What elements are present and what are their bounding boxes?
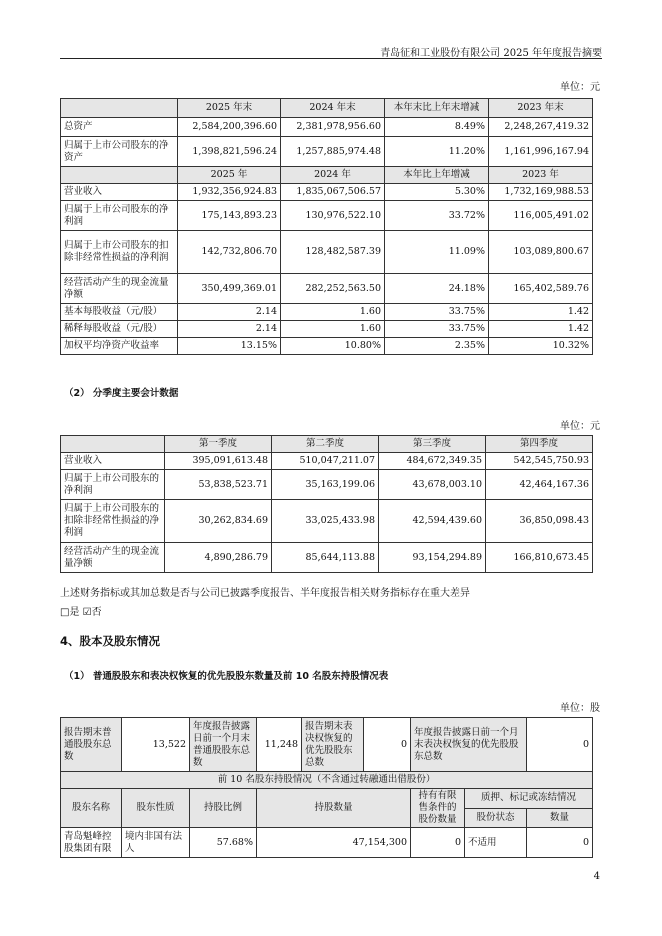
table-header-cell: 2023 年 [489,167,593,184]
table-row [61,470,593,500]
table-header-cell: 2024 年 [281,167,385,184]
cell-value: 142,732,806.70 [178,231,281,274]
row-label: 总资产 [61,118,178,137]
table-row [61,184,593,201]
label-prev-month-holders: 年度报告披露日前一个月末普通股股东总数 [190,718,257,772]
cell-value: 1,161,996,167.94 [489,137,593,167]
cell-value: 2,584,200,396.60 [178,118,281,137]
table-row [61,453,593,470]
cell-value: 53,838,523.71 [165,470,272,500]
share-status: 不适用 [465,828,527,858]
cell-value: 165,402,589.76 [489,274,593,304]
table-header-cell: 2024 年末 [281,99,385,118]
cell-value: 175,143,893.23 [178,201,281,231]
table-row [61,231,593,274]
unit-label: 单位：元 [560,421,600,432]
col-share-status: 股份状态 [465,808,527,828]
cell-value: 130,976,522.10 [281,201,385,231]
cell-value: 1,257,885,974.48 [281,137,385,167]
cell-value: 395,091,613.48 [165,453,272,470]
cell-value: 1.60 [281,321,385,338]
cell-value: 93,154,294.89 [379,543,486,573]
top10-title: 前 10 名股东持股情况（不含通过转融通出借股份） [61,772,593,789]
cell-value: 2.35% [385,338,489,355]
cell-value: 33.72% [385,201,489,231]
cell-value: 116,005,491.02 [489,201,593,231]
table-row [61,828,593,858]
col-share-quantity: 持股数量 [257,789,411,828]
cell-value: 13.15% [178,338,281,355]
section-heading-shareholders: 4、股本及股东情况 [60,634,161,648]
cell-value: 1.42 [489,321,593,338]
col-pledge-count: 数量 [527,808,593,828]
table-header-cell: 第三季度 [379,436,486,453]
table-header-cell [61,167,178,184]
row-label: 营业收入 [61,184,178,201]
shareholder-name: 青岛魁峰控股集团有限 [61,828,122,858]
table-row [61,274,593,304]
cell-value: 2.14 [178,304,281,321]
unit-label: 单位：元 [560,82,600,93]
row-label: 归属于上市公司股东的扣除非经常性损益的净利润 [61,500,165,543]
label-prev-month-preferred-holders: 年度报告披露日前一个月末表决权恢复的优先股股东总数 [411,718,527,772]
cell-value: 10.32% [489,338,593,355]
cell-value: 282,252,563.50 [281,274,385,304]
cell-value: 2,248,267,419.32 [489,118,593,137]
page-number: 4 [593,871,600,882]
table-row [61,118,593,137]
table-row [61,304,593,321]
shareholder-table [60,717,593,858]
value-prev-month-preferred-holders: 0 [527,718,593,772]
cell-value: 35,163,199.06 [272,470,379,500]
cell-value: 33.75% [385,321,489,338]
table-header-cell: 本年比上年增减 [385,167,489,184]
table-header-cell [61,99,178,118]
page-header [60,38,602,59]
col-shareholder-name: 股东名称 [61,789,122,828]
row-label: 加权平均净资产收益率 [61,338,178,355]
share-ratio: 57.68% [190,828,257,858]
cell-value: 85,644,113.88 [272,543,379,573]
cell-value: 30,262,834.69 [165,500,272,543]
cell-value: 10.80% [281,338,385,355]
table-header-cell: 本年末比上年末增减 [385,99,489,118]
cell-value: 24.18% [385,274,489,304]
cell-value: 2.14 [178,321,281,338]
row-label: 归属于上市公司股东的净利润 [61,201,178,231]
cell-value: 1,932,356,924.83 [178,184,281,201]
value-total-holders: 13,522 [122,718,190,772]
cell-value: 11.09% [385,231,489,274]
table-header-cell: 第二季度 [272,436,379,453]
cell-value: 43,678,003.10 [379,470,486,500]
col-shareholder-nature: 股东性质 [122,789,190,828]
table-row [61,137,593,167]
cell-value: 33,025,433.98 [272,500,379,543]
table-row [61,201,593,231]
col-restricted-shares: 持有有限售条件的股份数量 [411,789,465,828]
cell-value: 128,482,587.39 [281,231,385,274]
table-header-row [61,167,593,184]
pledge-count: 0 [527,828,593,858]
col-share-ratio: 持股比例 [190,789,257,828]
row-label: 经营活动产生的现金流量净额 [61,274,178,304]
cell-value: 542,545,750.93 [486,453,593,470]
section-heading-shareholder-table: （1） 普通股股东和表决权恢复的优先股股东数量及前 10 名股东持股情况表 [64,671,389,682]
table-header-cell: 2025 年 [178,167,281,184]
cell-value: 4,890,286.79 [165,543,272,573]
table-row [61,543,593,573]
table-header-cell [61,436,165,453]
share-quantity: 47,154,300 [257,828,411,858]
top10-title-row [61,772,593,789]
discrepancy-note: 上述财务指标或其加总数是否与公司已披露季度报告、半年度报告相关财务指标存在重大差异 [60,588,470,599]
cell-value: 1.42 [489,304,593,321]
label-total-holders: 报告期末普通股股东总数 [61,718,122,772]
cell-value: 484,672,349.35 [379,453,486,470]
cell-value: 1.60 [281,304,385,321]
quarterly-table [60,435,593,573]
shareholder-nature: 境内非国有法人 [122,828,190,858]
discrepancy-choice: □是 ☑否 [60,607,102,618]
cell-value: 1,835,067,506.57 [281,184,385,201]
main-financial-table [60,98,593,355]
label-preferred-holders: 报告期末表决权恢复的优先股股东总数 [302,718,364,772]
cell-value: 11.20% [385,137,489,167]
restricted-shares: 0 [411,828,465,858]
table-header-cell: 第一季度 [165,436,272,453]
col-pledge-status: 质押、标记或冻结情况 [465,789,593,809]
cell-value: 1,398,821,596.24 [178,137,281,167]
cell-value: 350,499,369.01 [178,274,281,304]
row-label: 归属于上市公司股东的净利润 [61,470,165,500]
cell-value: 42,594,439.60 [379,500,486,543]
unit-label: 单位：股 [560,703,600,714]
cell-value: 510,047,211.07 [272,453,379,470]
cell-value: 42,464,167.36 [486,470,593,500]
value-preferred-holders: 0 [364,718,411,772]
cell-value: 33.75% [385,304,489,321]
table-row [61,321,593,338]
row-label: 经营活动产生的现金流量净额 [61,543,165,573]
cell-value: 36,850,098.43 [486,500,593,543]
section-heading-quarterly: （2） 分季度主要会计数据 [64,388,179,399]
row-label: 归属于上市公司股东的净资产 [61,137,178,167]
cell-value: 2,381,978,956.60 [281,118,385,137]
shareholder-count-row [61,718,593,772]
value-prev-month-holders: 11,248 [257,718,302,772]
table-header-cell: 2025 年末 [178,99,281,118]
table-row [61,500,593,543]
cell-value: 103,089,800.67 [489,231,593,274]
cell-value: 166,810,673.45 [486,543,593,573]
table-header-cell: 2023 年末 [489,99,593,118]
row-label: 归属于上市公司股东的扣除非经常性损益的净利润 [61,231,178,274]
row-label: 营业收入 [61,453,165,470]
cell-value: 5.30% [385,184,489,201]
row-label: 基本每股收益（元/股） [61,304,178,321]
cell-value: 1,732,169,988.53 [489,184,593,201]
cell-value: 8.49% [385,118,489,137]
row-label: 稀释每股收益（元/股） [61,321,178,338]
table-header-cell: 第四季度 [486,436,593,453]
table-header-row [61,789,593,809]
table-header-row [61,99,593,118]
table-header-row [61,436,593,453]
header-title: 青岛征和工业股份有限公司 2025 年年度报告摘要 [380,48,602,59]
table-row [61,338,593,355]
